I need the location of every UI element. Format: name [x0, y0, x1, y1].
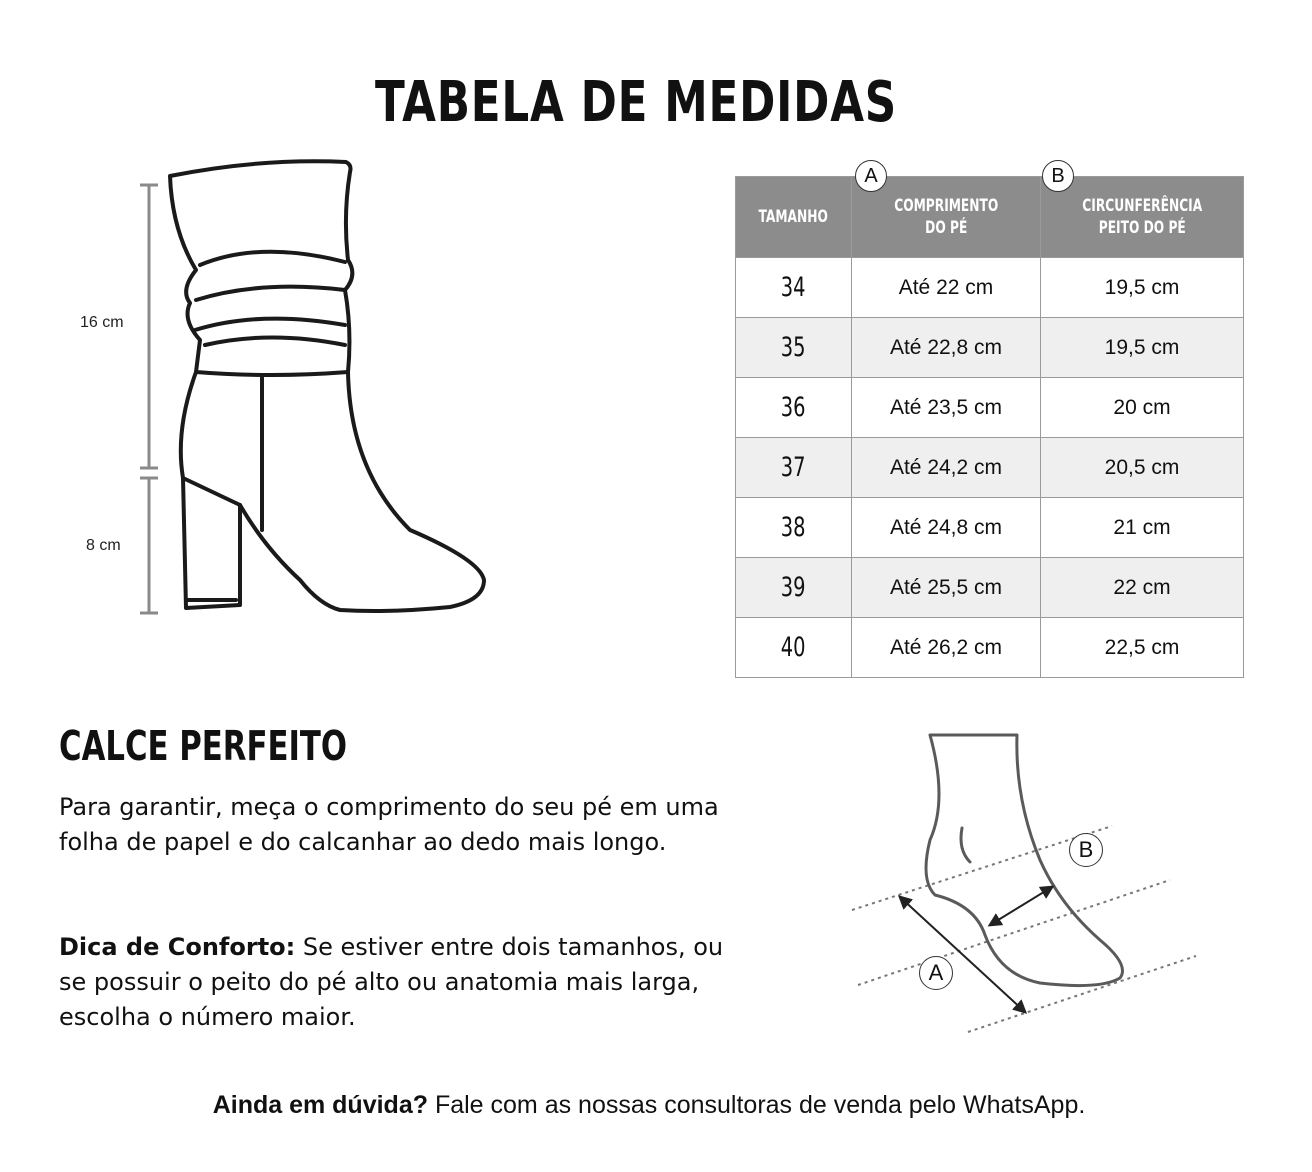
instep-cell: 21 cm	[1041, 498, 1244, 558]
size-cell: 40	[736, 618, 852, 678]
foot-marker-b-badge: B	[1069, 833, 1103, 867]
length-cell: Até 23,5 cm	[852, 378, 1041, 438]
instep-cell: 19,5 cm	[1041, 258, 1244, 318]
fit-instructions: Para garantir, meça o comprimento do seu pé em uma folha de papel e do calcanhar ao dedo mais longo.	[59, 793, 719, 856]
footer-text: Fale com as nossas consultoras de venda pelo WhatsApp.	[428, 1091, 1086, 1119]
size-cell: 37	[736, 438, 852, 498]
boot-measure-lines	[140, 185, 158, 613]
size-table	[735, 176, 1244, 678]
table-row	[736, 618, 1244, 678]
page-title: TABELA DE MEDIDAS	[374, 70, 898, 135]
length-cell: Até 25,5 cm	[852, 558, 1041, 618]
comfort-tip-text: Se estiver entre dois tamanhos, ou se possuir o peito do pé alto ou anatomia mais larga, escolha o número maior.	[59, 933, 724, 1031]
boot-outline	[170, 161, 484, 611]
comfort-tip-label: Dica de Conforto:	[59, 933, 296, 961]
table-row	[736, 318, 1244, 378]
size-cell: 39	[736, 558, 852, 618]
foot-measure-diagram	[840, 725, 1210, 1045]
table-row	[736, 438, 1244, 498]
length-cell: Até 26,2 cm	[852, 618, 1041, 678]
instep-cell: 22 cm	[1041, 558, 1244, 618]
size-cell: 34	[736, 258, 852, 318]
header-instep-circumference: CIRCUNFERÊNCIA PEITO DO PÉ	[1041, 177, 1244, 258]
table-header-row	[736, 177, 1244, 258]
fit-section-title: CALCE PERFEITO	[59, 722, 348, 770]
dotted-guide-lines	[852, 826, 1196, 1032]
instep-cell: 20 cm	[1041, 378, 1244, 438]
heel-height-label: 8 cm	[86, 537, 121, 554]
marker-a-badge: A	[855, 160, 887, 192]
table-row	[736, 258, 1244, 318]
size-cell: 38	[736, 498, 852, 558]
foot-marker-a-badge: A	[919, 956, 953, 990]
length-cell: Até 24,2 cm	[852, 438, 1041, 498]
table-row	[736, 498, 1244, 558]
size-cell: 36	[736, 378, 852, 438]
header-size: TAMANHO	[736, 177, 852, 258]
measure-arrows	[900, 887, 1052, 1012]
length-cell: Até 24,8 cm	[852, 498, 1041, 558]
marker-b-badge: B	[1042, 160, 1074, 192]
footer-strong: Ainda em dúvida?	[212, 1091, 428, 1119]
boot-illustration	[60, 150, 500, 630]
table-row	[736, 378, 1244, 438]
size-cell: 35	[736, 318, 852, 378]
table-row	[736, 558, 1244, 618]
instep-cell: 20,5 cm	[1041, 438, 1244, 498]
shaft-height-label: 16 cm	[80, 314, 124, 331]
header-foot-length: COMPRIMENTO DO PÉ	[852, 177, 1041, 258]
comfort-tip	[59, 930, 739, 1035]
length-cell: Até 22 cm	[852, 258, 1041, 318]
instep-cell: 22,5 cm	[1041, 618, 1244, 678]
footer-note	[0, 1088, 1298, 1122]
instep-cell: 19,5 cm	[1041, 318, 1244, 378]
length-cell: Até 22,8 cm	[852, 318, 1041, 378]
